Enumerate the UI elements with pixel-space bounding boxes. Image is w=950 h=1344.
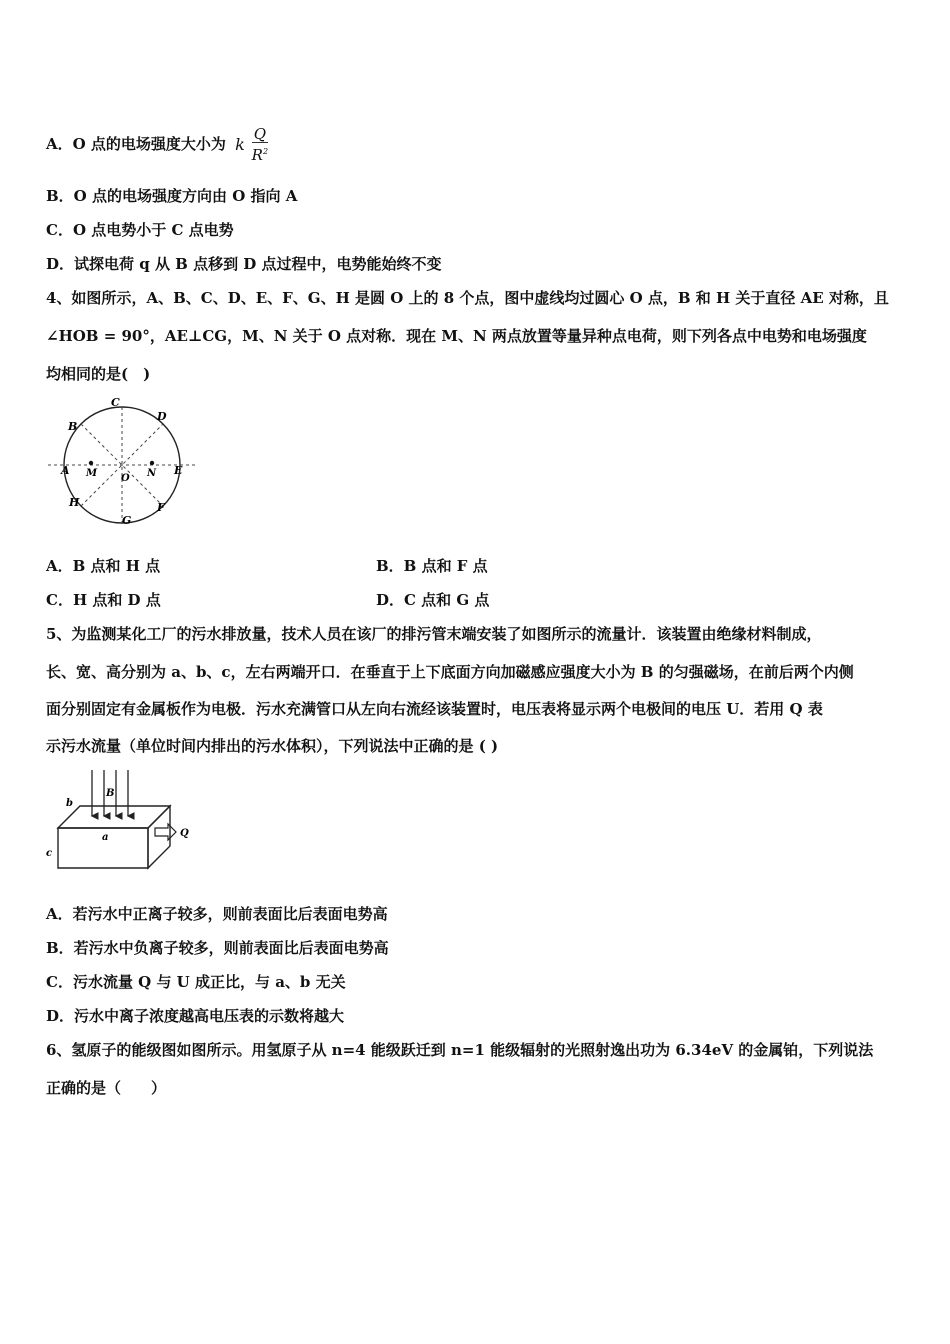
q3-option-c: C．O 点电势小于 C 点电势 [46, 221, 234, 239]
label-a: A [61, 464, 70, 477]
formula-k: k [235, 135, 245, 154]
q3-option-a-text: A．O 点的电场强度大小为 [46, 135, 226, 153]
label-c-height: c [46, 848, 53, 859]
q4-option-c: C．H 点和 D 点 [46, 591, 161, 609]
label-q-flow: Q [180, 828, 189, 839]
formula-denominator: R [251, 146, 263, 164]
label-b-width: b [66, 798, 73, 809]
q4-stem-line1: 4、如图所示，A、B、C、D、E、F、G、H 是圆 O 上的 8 个点，图中虚线均过圆心 O 点，B 和 H 关于直径 AE 对称，且 [46, 289, 889, 307]
q3-option-d: D．试探电荷 q 从 B 点移到 D 点过程中，电势能始终不变 [46, 255, 442, 273]
label-c: C [111, 396, 120, 409]
label-b: B [68, 420, 78, 433]
label-e: E [174, 464, 183, 477]
q5-option-a: A．若污水中正离子较多，则前表面比后表面电势高 [46, 905, 388, 923]
label-o: O [121, 473, 130, 484]
q3-option-a [46, 126, 268, 164]
flowmeter-diagram [44, 764, 204, 874]
q4-option-a: A．B 点和 H 点 [46, 557, 161, 575]
box-top [58, 806, 170, 828]
q4-option-b: B．B 点和 F 点 [376, 557, 488, 575]
charge-m [89, 461, 93, 465]
label-m: M [86, 468, 98, 479]
label-d: D [157, 410, 167, 423]
charge-n [150, 461, 154, 465]
label-n: N [147, 468, 157, 479]
q5-option-b: B．若污水中负离子较多，则前表面比后表面电势高 [46, 939, 389, 957]
label-h: H [69, 496, 80, 509]
label-a-length: a [102, 832, 109, 843]
formula-exponent: 2 [262, 147, 269, 156]
q3-option-b: B．O 点的电场强度方向由 O 指向 A [46, 187, 298, 205]
q5-stem-line1: 5、为监测某化工厂的污水排放量，技术人员在该厂的排污管末端安装了如图所示的流量计．该装置由绝缘材料制成， [46, 625, 822, 643]
q4-stem-line2: ∠HOB = 90°，AE⊥CG，M、N 关于 O 点对称．现在 M、N 两点放置等量异种点电荷，则下列各点中电势和电场强度 [46, 327, 867, 345]
q6-stem-line2: 正确的是（ ） [46, 1079, 167, 1097]
q4-option-d: D．C 点和 G 点 [376, 591, 490, 609]
q4-stem-line3: 均相同的是( ) [46, 365, 151, 383]
label-b-field: B [106, 788, 115, 799]
label-g: G [122, 514, 132, 527]
outflow-arrow-icon [155, 824, 176, 840]
q5-stem-line4: 示污水流量（单位时间内排出的污水体积），下列说法中正确的是 ( ) [46, 737, 499, 755]
q5-option-c: C．污水流量 Q 与 U 成正比，与 a、b 无关 [46, 973, 346, 991]
label-f: F [157, 501, 165, 514]
box-side [148, 806, 170, 868]
q5-option-d: D．污水中离子浓度越高电压表的示数将越大 [46, 1007, 345, 1025]
formula-numerator: Q [252, 126, 268, 143]
field-formula [235, 126, 268, 164]
circle-diagram [44, 396, 204, 530]
q5-stem-line2: 长、宽、高分别为 a、b、c，左右两端开口．在垂直于上下底面方向加磁感应强度大小为 B 的匀强磁场，在前后两个内侧 [46, 663, 854, 681]
q6-stem-line1: 6、氢原子的能级图如图所示。用氢原子从 n=4 能级跃迁到 n=1 能级辐射的光照射逸出功为 6.34eV 的金属铂，下列说法 [46, 1041, 874, 1059]
q5-stem-line3: 面分别固定有金属板作为电极．污水充满管口从左向右流经该装置时，电压表将显示两个电极间的电压 U．若用 Q 表 [46, 700, 823, 718]
